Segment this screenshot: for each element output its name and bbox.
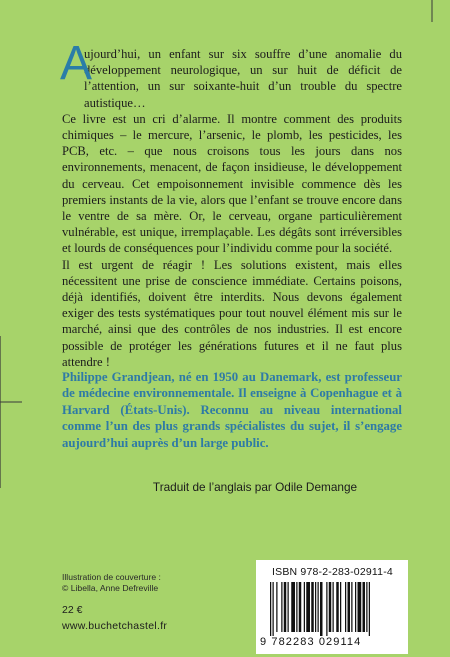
credit-line-1: Illustration de couverture : [62,572,161,582]
barcode-bar [318,582,319,632]
barcode-bar [291,582,295,632]
barcode-bar [348,582,351,632]
barcode-bar [336,582,339,632]
publisher-website: www.buchetchastel.fr [62,620,168,632]
barcode-bar [281,582,282,632]
barcode-bar [299,582,302,632]
barcode-bar [366,582,367,632]
barcode-bar [345,582,346,632]
barcode-bar [355,582,356,632]
barcode-bar [311,582,314,632]
barcode-bar [351,582,352,632]
barcode-bar [363,582,366,632]
barcode-bar [276,582,277,632]
barcode-bar [320,582,323,636]
author-bio: Philippe Grandjean, né en 1950 au Danemark, est professeur de médecine environnementale. Il enseigne à Copenhague et à Harvard (États-Unis). Reconnu au niveau international comme l’un des plus grands spécialistes du sujet, il s’engage aujourd’hui auprès d’un large public. [62,370,402,450]
barcode-bar [296,582,297,632]
barcode-bar [333,582,334,632]
translator-credit: Traduit de l’anglais par Odile Demange [152,480,358,494]
barcode-bar [369,582,370,636]
barcode-bar [306,582,310,632]
barcode-bar [358,582,362,632]
ean-digits: 9 782283 029114 [260,636,362,648]
barcode-bar [329,582,332,632]
barcode-bar [304,582,305,632]
barcode-bar [315,582,316,632]
barcode-bars [268,582,398,636]
barcode-bar [273,582,274,636]
barcode-bar [270,582,271,636]
barcode-panel [256,560,408,654]
barcode-bar [288,582,289,632]
blurb-paragraph-2: Ce livre est un cri d’alarme. Il montre comment des produits chimiques – le mercure, l’arsenic, le plomb, les pesticides, les PCB, etc. – que nous croisons tous les jours dans nos environnements, menacent, de façon insidieuse, le développement du cerveau. Cet empoisonnement invisible commence dès les premiers instants de la vie, alors que l’enfant se trouve encore dans le ventre de sa mère. Or, le cerveau, organe particulièrement vulnérable, est unique, irremplaçable. Les dégâts sont irréversibles et lourds de conséquences pour l’individu comme pour la société. [62,111,402,256]
barcode-bar [340,582,341,632]
blurb-paragraph-3: Il est urgent de réagir ! Les solutions existent, mais elles nécessitent une prise de conscience immédiate. Certains poisons, déjà identifiés, doivent être interdits. Nous devons également exiger des tests systématiques pour tout nouvel élément mis sur le marché, ainsi que des contrôles de nos industries. Il est encore possible de protéger les générations futures et il ne faut plus attendre ! [62,257,402,369]
drop-cap: A [60,37,93,90]
barcode-bar [284,582,287,632]
cover-illustration-credit [62,572,212,594]
blurb-paragraph-1 [60,37,402,111]
barcode-bar [326,582,327,636]
isbn-number: ISBN 978-2-283-02911-4 [272,566,393,578]
credit-line-2: © Libella, Anne Defreville [62,583,159,593]
blurb-paragraph-1-text: ujourd’hui, un enfant sur six souffre d’une anomalie du développement neurologique, un sur huit de déficit de l’attention, un sur soixante-huit d’un trouble du spectre autistique… [84,47,402,110]
back-cover-blurb [60,37,402,370]
price: 22 € [62,604,83,616]
